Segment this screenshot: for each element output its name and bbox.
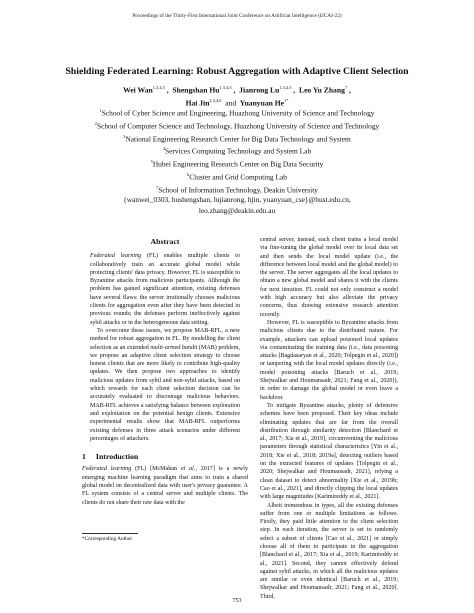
footnote-rule [82, 533, 138, 534]
page-number: 753 [232, 598, 242, 604]
author-name: Yuanyuan He [239, 98, 285, 108]
affiliation: $^2$School of Computer Science and Technology, Huazhong University of Science and Technology [94, 120, 380, 131]
footnote: *Corresponding Author [82, 536, 133, 542]
body-paragraph: Albeit tremendous in types, all the existing defenses suffer from one or multiple limitations as follows. Firstly, they paid little attention to the client selection step. In each iteration, the server is set to randomly select a subset of clients [Cao et al., 2021] or simply choose all of them to participate in the aggregation [Blanchard et al., 2017; Xia et al., 2019; Karimireddy et al., 2021]. Second, they cannot effectively defend against sybil attacks, in which all the malicious updates are similar or even identical [Baruch et al., 2019; Shejwalkar and Houmansadr, 2021; Fang et al., 2020]. Third, [260, 502, 398, 600]
abstract-body [82, 252, 248, 443]
affiliation: $^1$School of Cyber Science and Engineering, Huazhong University of Science and Technology [99, 108, 375, 118]
author-line-1: Wei Wan$^{1,3,4,5}$ , Shengshan Hu$^{1,3,4,5}$ , Jianrong Lu$^{1,3,4,5}$ , Leo Yu Zhang$^7$ , [123, 85, 351, 95]
running-head: Proceedings of the Thirty-First International Joint Conference on Artificial Intelligence (IJCAI-22) [132, 13, 342, 19]
body-paragraph: However, FL is susceptible to Byzantine attacks from malicious clients due to the distributed nature. For example, attackers can upload poisoned local updates via contaminating the training data (i.e., data poisoning attacks [Bagdasaryan et al., 2020; Tolpegin et al., 2020]) or tampering with the local model updates directly (i.e., model poisoning attacks [Baruch et al., 2019; Shejwalkar and Houmansadr, 2021; Fang et al., 2020]), in order to damage the global model or even leave a backdoor. [260, 319, 398, 401]
author-name: Shengshan Hu [172, 85, 220, 95]
author-name: Wei Wan [123, 85, 153, 95]
affiliation: $^4$Services Computing Technology and System Lab [162, 146, 312, 156]
email-line: {wanwei_0303, hushengshan, lujianrong, hjin, yuanyuan_cse}@hust.edu.cn, [123, 195, 351, 205]
affiliation: $^5$Hubei Engineering Research Center on Big Data Security [150, 159, 324, 169]
body-paragraph: To mitigate Byzantine attacks, plenty of defensive schemes have been proposed. Their key ideas include eliminating updates that are far from the overall distribution through similarity detection [Blanchard et al., 2017; Xia et al., 2019], circumventing the malicious parameters through statistical characteristics [Yin et al., 2018; Xie et al., 2018; 2019a], detecting outliers based on the extracted features of updates [Tolpegin et al., 2020; Shejwalkar and Houmansadr, 2021], relying a clean dataset to detect abnormality [Xie et al., 2019b; Cao et al., 2021], and directly clipping the local updates with large magnitudes [Karimireddy et al., 2021]. [260, 402, 398, 501]
body-paragraph: central server, instead, each client trains a local model via fine-tuning the global model over its local data set and then sends the local model update (i.e., the difference between local model and the global model) to the server. The server aggregates all the local updates to obtain a new global model and shares it with the clients for next iteration. FL could not only construct a model with high accuracy but also alleviate the privacy concerns, thus drawing extensive research attention recently. [260, 237, 398, 318]
author-name: Hai Jin [185, 98, 210, 108]
affiliation: $^7$School of Information Technology, Deakin University [156, 184, 318, 195]
author-name: Jianrong Lu [239, 85, 280, 95]
section-heading-introduction: 1 Introduction [82, 452, 139, 462]
paper-title: Shielding Federated Learning: Robust Aggregation with Adaptive Client Selection [65, 66, 409, 77]
affiliation: $^3$National Engineering Research Center for Big Data Technology and System [123, 133, 351, 143]
right-column [260, 236, 398, 601]
affiliation: $^6$Cluster and Grid Computing Lab [187, 171, 287, 182]
email-line: leo.zhang@deakin.edu.au [198, 205, 276, 215]
abstract-heading: Abstract [150, 237, 180, 246]
abstract-paragraph: To overcome these issues, we propose MAB-RFL, a new method for robust aggregation in FL. By modelling the client selection as an extended multi-armed bandit (MAB) problem, we propose an adaptive client selection strategy to choose honest clients that are more likely to contribute high-quality updates. We then propose two approaches to identify malicious updates from sybil and non-sybil attacks, based on which rewards for each client selection decision can be accurately evaluated to discourage malicious behaviors. MAB-RFL achieves a satisfying balance between exploration and exploitation on the potential benign clients. Extensive experimental results show that MAB-RFL outperforms existing defenses in three attack scenarios under different percentages of attackers. [90, 327, 240, 442]
affiliations [20, 106, 454, 216]
left-column [82, 238, 248, 507]
abstract-paragraph: Federated learning (FL) enables multiple clients to collaboratively train an accurate global model while protecting clients' data privacy. However, FL is susceptible to Byzantine attacks from malicious participants. Although the problem has gained significant attention, existing defenses have several flaws: the server irrationally chooses malicious clients for aggregation even after they have been detected in previous rounds; the defenses perform ineffectively against sybil attacks or in the heterogeneous data setting. [90, 253, 240, 326]
author-name: Leo Yu Zhang [299, 85, 345, 95]
intro-paragraph: Federated learning (FL) [McMahan et al., 2017] is a newly emerging machine learning paradigm that aims to train a shared global model on decentralized data with user's privacy guarantee. A FL system consists of a central server and multiple clients. The clients do not share their raw data with the [82, 466, 248, 506]
author-line-2: Hai Jin$^{2,3,4,6}$ and Yuanyuan $He^{1*}$ [185, 98, 289, 108]
